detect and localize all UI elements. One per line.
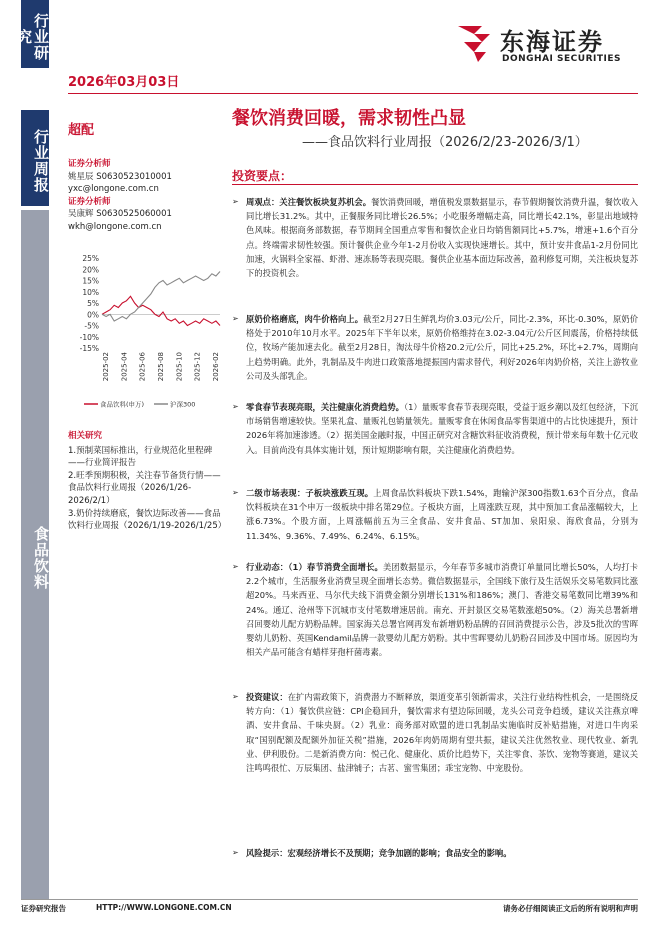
related-label: 相关研究 — [68, 431, 103, 441]
report-title: 餐饮消费回暖，需求韧性凸显 — [232, 108, 466, 129]
arrow-icon: ➢ — [232, 197, 239, 206]
arrow-icon: ➢ — [232, 402, 239, 411]
bullet-milk-price — [232, 312, 638, 383]
y-tick-label: -15% — [79, 344, 99, 353]
footer-divider — [21, 899, 638, 900]
related-item[interactable]: 3.奶价持续磨底，餐饮边际改善——食品饮料行业周报（2026/1/19-2026/1/25） — [68, 508, 227, 532]
analyst-name: 姚星辰 S0630523010001 — [68, 171, 172, 182]
x-tick-label: 2025-08 — [157, 352, 165, 382]
bullet-industry-news — [232, 560, 638, 659]
y-tick-label: 15% — [82, 276, 99, 286]
report-subtitle: ——食品饮料行业周报（2026/2/23-2026/3/1） — [302, 135, 588, 150]
analyst-label: 证券分析师 — [68, 196, 111, 207]
y-tick-label: 10% — [82, 287, 99, 297]
x-tick-label: 2025-12 — [193, 352, 202, 382]
x-tick-label: 2025-04 — [120, 352, 129, 382]
arrow-icon: ➢ — [232, 562, 239, 571]
bullet-body: 餐饮消费回暖，增值税发票数据显示，春节假期餐饮消费升温，餐饮收入同比增长31.2%。其中，正餐服务同比增长26.5%；小吃服务增幅走高，同比增长42.1%，彰显出地域特色风味。根据商务部数据，春节期间全国重点零售和餐饮企业日均销售额同比+5.7%，增速+1.6个百分点。终端需求韧性较强。预计餐供企业今年1-2月份收入实现快速增长。其中，预计安井食品1-2月份同比加速，火锅料全家福、虾滑、速冻肠等表现亮眼。餐供企业基本面边际改善，盈利修复可期，关注板块复苏下的投资机会。 — [246, 197, 638, 279]
logo — [452, 20, 638, 72]
legend-label: 食品饮料(申万) — [100, 400, 145, 409]
series-line — [102, 296, 220, 325]
y-tick-label: 0% — [87, 310, 99, 320]
y-tick-label: -10% — [79, 332, 99, 342]
analyst-email[interactable]: wkh@longone.com.cn — [68, 221, 162, 232]
x-tick-label: 2025-02 — [102, 352, 110, 382]
tab-industry-research: 行业研究 — [21, 0, 49, 68]
performance-chart — [68, 252, 228, 418]
bullet-head: 风险提示： — [246, 848, 288, 858]
analyst-block — [68, 158, 228, 234]
tab-industry-weekly: 行业周报 — [21, 110, 49, 206]
x-tick-label: 2026-02 — [212, 352, 220, 382]
bullet-body: 截至2月27日生鲜乳均价3.03元/公斤，同比-2.3%，环比-0.30%，原奶价格处于2010年10月水平。2025年下半年以来，原奶价格维持在3.02-3.04元/公斤区间震荡，价格持续低位，牧场产能加速去化。截至2月28日，淘汰母牛价格20.2元/公斤，同比+25.2%，环比+2.7%，周期向上趋势明确。此外，乳制品及牛肉进口政策落地提振国内需求替代，利好2026年肉奶价格，关注上游牧业公司及头部乳企。 — [246, 314, 638, 381]
analyst-label: 证券分析师 — [68, 159, 111, 169]
footer-url[interactable]: HTTP://WWW.LONGONE.COM.CN — [96, 903, 232, 912]
bullet-body: 宏观经济增长不及预期；竞争加剧的影响；食品安全的影响。 — [287, 848, 512, 858]
bullet-weekly-view — [232, 195, 638, 280]
bullet-body: （1）量贩零食春节表现亮眼，受益于返乡潮以及红包经济，下沉市场销售增速较快。坚果礼盒、量贩礼包销量领先。量贩零食在休闲食品零售渠道中的占比快速提升，预计2026年将加速渗透。（2）据美国金融时报，中国正研究对含糖饮料征收消费税，预计带来每年数十亿元收入。目前尚没有具体实施计划，预计短期影响有限，关注健康化消费趋势。 — [246, 402, 638, 455]
y-tick-label: 25% — [82, 254, 99, 263]
logo-mark-icon — [452, 20, 496, 68]
tab-food-beverage: 食品饮料 — [21, 210, 49, 900]
bullet-head: 周观点：关注餐饮板块复苏机会。 — [246, 197, 372, 207]
bullet-body: 美团数据显示，今年春节多城市消费订单量同比增长50%，人均打卡2.2个城市，生活服务业消费呈现全面增长态势。微信数据显示，全国线下旅行及生活娱乐交易笔数同比涨超20%。马来西亚、马尔代夫线下消费金额分别增长131%和186%；澳门、香港交易笔数同比增39%和24%。通辽、沧州等下沉城市支付笔数增速居前。南充、开封景区交易笔数涨超50%。（2）海关总署新增召回婴幼儿配方奶粉品牌。国家海关总署官网再发布新增奶粉品牌的召回消费提示公告，涉及5批次的雪晖婴幼儿奶粉、英国Kendamil品牌一款婴幼儿配方奶粉。其中雪晖婴幼儿奶粉召回涉及中国市场。原因均为相关产品可能含有蜡样芽孢杆菌毒素。 — [246, 562, 638, 658]
logo-en: DONGHAI SECURITIES — [502, 54, 621, 64]
arrow-icon: ➢ — [232, 488, 239, 497]
analyst-email[interactable]: yxc@longone.com.cn — [68, 184, 159, 195]
bullet-secondary-market — [232, 486, 638, 543]
x-tick-label: 2025-10 — [175, 352, 184, 382]
header-divider — [68, 93, 638, 94]
related-research — [68, 430, 228, 533]
rating: 超配 — [68, 123, 95, 138]
footer-disclaimer: 请务必仔细阅读正文后的所有说明和声明 — [503, 904, 638, 913]
bullet-snacks — [232, 400, 638, 457]
arrow-icon: ➢ — [232, 692, 239, 701]
analyst-name: 吴康辉 S0630525060001 — [68, 209, 172, 220]
invest-points-heading: 投资要点： — [232, 169, 293, 183]
bullet-head: 零食春节表现亮眼，关注健康化消费趋势。 — [246, 402, 405, 412]
legend-label: 沪深300 — [170, 400, 196, 409]
arrow-icon: ➢ — [232, 848, 239, 857]
report-date: 2026年03月03日 — [68, 75, 180, 90]
arrow-icon: ➢ — [232, 314, 239, 323]
logo-cn: 东海证券 — [500, 28, 604, 56]
bullet-risk — [232, 846, 638, 860]
footer-left: 证券研究报告 — [21, 904, 66, 913]
bullet-head: 二级市场表现：子板块涨跌互现。 — [246, 488, 374, 498]
related-item[interactable]: 1.预制菜国标推出，行业规范化里程碑——行业简评报告 — [68, 445, 213, 469]
invest-divider — [232, 184, 638, 185]
bullet-head: 原奶价格磨底，肉牛价格向上。 — [246, 314, 364, 324]
bullet-body: 在扩内需政策下，消费潜力不断释放，渠道变革引领新需求，关注行业结构性机会，一是围绕反转方向：（1）餐饮供应链：CPI企稳回升，餐饮需求有望边际回暖，龙头公司竞争趋缓，建议关注燕京啤酒、安井食品、千味央厨。（2）乳业：商务部对欧盟的进口乳制品实施临时反补贴措施，对进口牛肉采取“国别配额及配额外加征关税”措施，2026年肉奶周期有望共振，建议关注优然牧业、现代牧业、新乳业、伊利股份。二是新消费方向：悦己化、健康化、质价比趋势下，关注零食、茶饮、宠物等赛道，建议关注鸣鸣很忙、万辰集团、盐津铺子；古茗、蜜雪集团；乖宝宠物、中宠股份。 — [246, 692, 638, 774]
bullet-investment-advice — [232, 690, 638, 775]
related-item[interactable]: 2.旺季预期积极，关注春节备货行情——食品饮料行业周报（2026/1/26-2026/2/1） — [68, 470, 221, 506]
bullet-head: 投资建议： — [246, 692, 288, 702]
y-tick-label: 20% — [82, 265, 99, 275]
y-tick-label: -5% — [84, 321, 99, 331]
bullet-body: 上周食品饮料板块下跌1.54%，跑输沪深300指数1.63个百分点，食品饮料板块在31个申万一级板块中排名第29位。子板块方面，上周涨跌互现，其中预加工食品涨幅较大，上涨6.73%。个股方面，上周涨幅前五为三全食品、安井食品、ST加加、泉阳泉、海欣食品，分别为11.34%、9.36%、7.49%、6.24%、6.15%。 — [246, 488, 638, 541]
x-tick-label: 2025-06 — [138, 352, 147, 382]
bullet-head: 行业动态：（1）春节消费全面增长。 — [246, 562, 383, 572]
y-tick-label: 5% — [87, 299, 99, 308]
